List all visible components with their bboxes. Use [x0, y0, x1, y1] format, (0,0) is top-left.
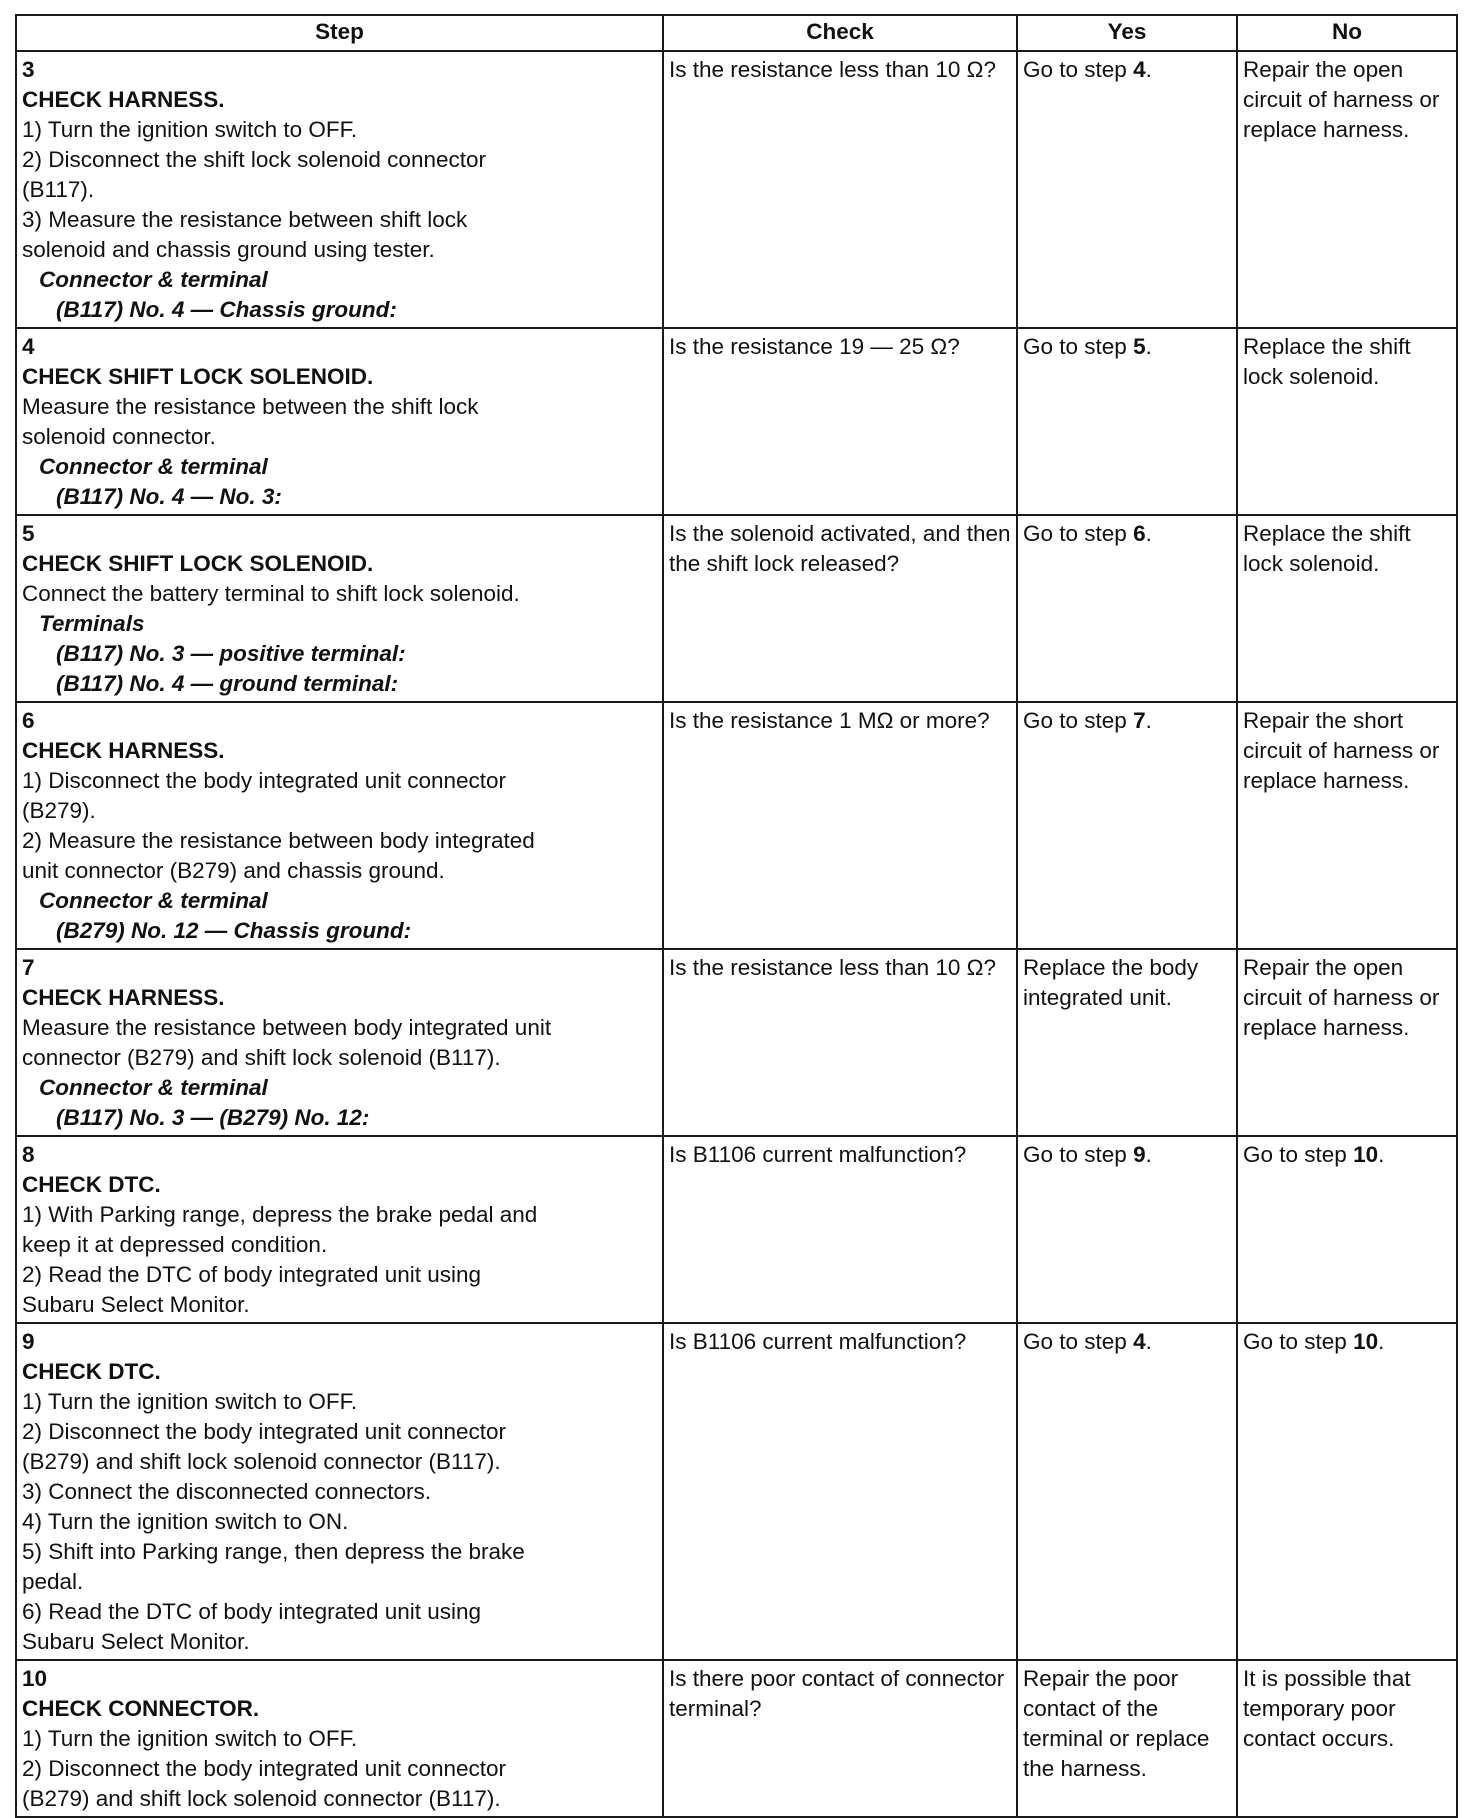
step-number: 3 — [22, 57, 35, 82]
step-cell — [16, 1136, 663, 1323]
terminal-heading: Connector & terminal — [39, 888, 268, 913]
step-content — [22, 1357, 552, 1657]
no-action-text: Repair the open circuit of harness or replace harness. — [1243, 955, 1440, 1040]
yes-step-ref: 7 — [1133, 708, 1146, 733]
table-header-row — [16, 15, 1457, 51]
no-action-text: Replace the shift lock solenoid. — [1243, 521, 1411, 576]
step-number: 10 — [22, 1666, 48, 1691]
header-no: No — [1237, 15, 1457, 51]
step-instruction: Measure the resistance between body integrated unit connector (B279) and shift lock solenoid (B117). — [22, 1015, 552, 1070]
step-instruction: 1) Turn the ignition switch to OFF. — [22, 1389, 358, 1414]
yes-action-text: Replace the body integrated unit. — [1023, 955, 1199, 1010]
terminal-heading: Connector & terminal — [39, 1075, 268, 1100]
yes-step-ref: 4 — [1133, 1329, 1146, 1354]
step-title: CHECK SHIFT LOCK SOLENOID. — [22, 551, 374, 576]
table-row — [16, 1136, 1457, 1323]
step-cell — [16, 949, 663, 1136]
yes-action-text: Go to step — [1023, 1142, 1134, 1167]
step-title: CHECK DTC. — [22, 1172, 161, 1197]
step-cell — [16, 515, 663, 702]
yes-action-text: Go to step — [1023, 334, 1134, 359]
check-cell: Is the resistance 1 MΩ or more? — [663, 702, 1017, 949]
terminal-spec: (B117) No. 4 — No. 3: — [56, 484, 282, 509]
step-title: CHECK SHIFT LOCK SOLENOID. — [22, 364, 374, 389]
step-number: 9 — [22, 1329, 35, 1354]
check-cell: Is the resistance less than 10 Ω? — [663, 949, 1017, 1136]
yes-action-suffix: . — [1145, 521, 1152, 546]
no-action-suffix: . — [1378, 1329, 1385, 1354]
step-instruction: 1) With Parking range, depress the brake pedal and keep it at depressed condition. — [22, 1202, 538, 1257]
step-content — [22, 362, 552, 512]
step-number: 7 — [22, 955, 35, 980]
step-number: 6 — [22, 708, 35, 733]
yes-cell — [1017, 1323, 1237, 1660]
step-instruction: 5) Shift into Parking range, then depress the brake pedal. — [22, 1539, 525, 1594]
check-cell: Is B1106 current malfunction? — [663, 1323, 1017, 1660]
diagnostic-procedure-page — [15, 14, 1458, 1818]
no-action-text: It is possible that temporary poor contact occurs. — [1243, 1666, 1411, 1751]
yes-action-text: Repair the poor contact of the terminal or replace the harness. — [1023, 1666, 1210, 1781]
yes-step-ref: 6 — [1133, 521, 1146, 546]
no-action-text: Repair the open circuit of harness or replace harness. — [1243, 57, 1440, 142]
table-row — [16, 702, 1457, 949]
no-cell — [1237, 328, 1457, 515]
step-content — [22, 549, 552, 699]
yes-action-text: Go to step — [1023, 57, 1134, 82]
step-number: 8 — [22, 1142, 35, 1167]
step-title: CHECK HARNESS. — [22, 87, 225, 112]
step-title: CHECK HARNESS. — [22, 985, 225, 1010]
yes-cell — [1017, 1136, 1237, 1323]
step-content — [22, 983, 552, 1133]
step-instruction: 3) Measure the resistance between shift lock solenoid and chassis ground using tester. — [22, 207, 468, 262]
no-action-text: Go to step — [1243, 1142, 1354, 1167]
header-check: Check — [663, 15, 1017, 51]
step-content — [22, 85, 552, 325]
no-cell — [1237, 1323, 1457, 1660]
step-title: CHECK CONNECTOR. — [22, 1696, 260, 1721]
table-row — [16, 515, 1457, 702]
table-body — [16, 51, 1457, 1817]
no-action-suffix: . — [1378, 1142, 1385, 1167]
yes-action-suffix: . — [1145, 1329, 1152, 1354]
no-action-text: Repair the short circuit of harness or replace harness. — [1243, 708, 1440, 793]
step-instruction: 2) Read the DTC of body integrated unit using Subaru Select Monitor. — [22, 1262, 482, 1317]
diagnostic-table — [15, 14, 1458, 1818]
yes-action-text: Go to step — [1023, 521, 1134, 546]
header-yes: Yes — [1017, 15, 1237, 51]
step-instruction: 2) Disconnect the shift lock solenoid connector (B117). — [22, 147, 486, 202]
no-cell — [1237, 1660, 1457, 1817]
check-cell: Is the resistance less than 10 Ω? — [663, 51, 1017, 328]
step-instruction: 1) Turn the ignition switch to OFF. — [22, 1726, 358, 1751]
step-content — [22, 1170, 552, 1320]
step-number: 4 — [22, 334, 35, 359]
check-cell: Is the resistance 19 — 25 Ω? — [663, 328, 1017, 515]
yes-cell — [1017, 328, 1237, 515]
terminal-spec: (B117) No. 3 — (B279) No. 12: — [56, 1105, 370, 1130]
step-cell — [16, 702, 663, 949]
check-cell: Is the solenoid activated, and then the shift lock released? — [663, 515, 1017, 702]
terminal-spec: (B279) No. 12 — Chassis ground: — [56, 918, 412, 943]
no-cell — [1237, 1136, 1457, 1323]
step-instruction: 2) Disconnect the body integrated unit connector (B279) and shift lock solenoid connector (B117). — [22, 1419, 507, 1474]
yes-step-ref: 9 — [1133, 1142, 1146, 1167]
step-instruction: Connect the battery terminal to shift lock solenoid. — [22, 581, 520, 606]
step-instruction: 2) Measure the resistance between body integrated unit connector (B279) and chassis ground. — [22, 828, 535, 883]
terminal-spec: (B117) No. 4 — Chassis ground: — [56, 297, 397, 322]
header-step: Step — [16, 15, 663, 51]
yes-cell — [1017, 515, 1237, 702]
step-title: CHECK HARNESS. — [22, 738, 225, 763]
step-cell — [16, 1323, 663, 1660]
terminal-spec: (B117) No. 4 — ground terminal: — [56, 671, 399, 696]
step-title: CHECK DTC. — [22, 1359, 161, 1384]
step-instruction: 4) Turn the ignition switch to ON. — [22, 1509, 349, 1534]
yes-action-suffix: . — [1145, 334, 1152, 359]
no-cell — [1237, 51, 1457, 328]
yes-cell — [1017, 1660, 1237, 1817]
yes-action-suffix: . — [1145, 1142, 1152, 1167]
no-action-text: Go to step — [1243, 1329, 1354, 1354]
step-instruction: 3) Connect the disconnected connectors. — [22, 1479, 431, 1504]
no-cell — [1237, 702, 1457, 949]
yes-cell — [1017, 949, 1237, 1136]
terminal-heading: Connector & terminal — [39, 267, 268, 292]
check-cell: Is there poor contact of connector terminal? — [663, 1660, 1017, 1817]
yes-step-ref: 5 — [1133, 334, 1146, 359]
step-cell — [16, 51, 663, 328]
table-row — [16, 51, 1457, 328]
step-instruction: 1) Turn the ignition switch to OFF. — [22, 117, 358, 142]
terminal-spec: (B117) No. 3 — positive terminal: — [56, 641, 406, 666]
yes-step-ref: 4 — [1133, 57, 1146, 82]
terminal-heading: Connector & terminal — [39, 454, 268, 479]
table-row — [16, 328, 1457, 515]
terminal-heading: Terminals — [39, 611, 145, 636]
yes-action-suffix: . — [1145, 708, 1152, 733]
yes-cell — [1017, 51, 1237, 328]
step-instruction: 1) Disconnect the body integrated unit connector (B279). — [22, 768, 507, 823]
check-cell: Is B1106 current malfunction? — [663, 1136, 1017, 1323]
table-row — [16, 1660, 1457, 1817]
step-number: 5 — [22, 521, 35, 546]
table-row — [16, 949, 1457, 1136]
step-cell — [16, 1660, 663, 1817]
no-action-text: Replace the shift lock solenoid. — [1243, 334, 1411, 389]
no-cell — [1237, 949, 1457, 1136]
step-instruction: 2) Disconnect the body integrated unit connector (B279) and shift lock solenoid connector (B117). — [22, 1756, 507, 1811]
yes-action-text: Go to step — [1023, 1329, 1134, 1354]
step-instruction: Measure the resistance between the shift lock solenoid connector. — [22, 394, 479, 449]
step-content — [22, 736, 552, 946]
step-instruction: 6) Read the DTC of body integrated unit using Subaru Select Monitor. — [22, 1599, 482, 1654]
no-step-ref: 10 — [1353, 1142, 1379, 1167]
table-row — [16, 1323, 1457, 1660]
no-step-ref: 10 — [1353, 1329, 1379, 1354]
yes-cell — [1017, 702, 1237, 949]
step-content — [22, 1694, 552, 1814]
step-cell — [16, 328, 663, 515]
yes-action-text: Go to step — [1023, 708, 1134, 733]
yes-action-suffix: . — [1145, 57, 1152, 82]
no-cell — [1237, 515, 1457, 702]
